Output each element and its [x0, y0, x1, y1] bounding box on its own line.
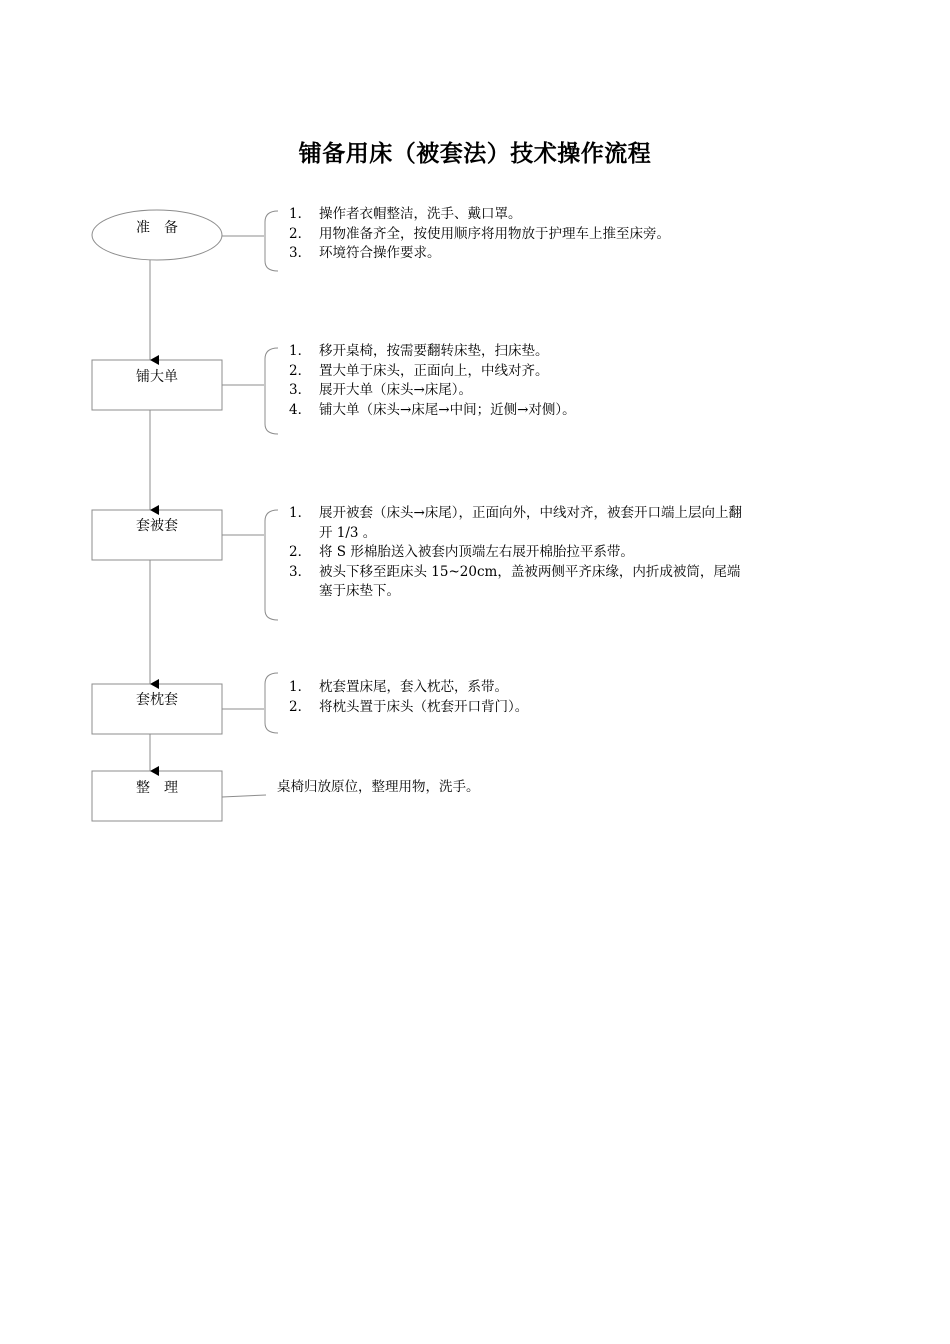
step-text: 枕套置床尾，套入枕芯，系带。: [319, 679, 508, 695]
step-item: [289, 401, 759, 421]
step-item: [289, 342, 759, 362]
step-text: 展开被套（床头→床尾），正面向外，中线对齐，被套开口端上层向上翻开 1/3 。: [319, 505, 743, 541]
tidy-description: 桌椅归放原位，整理用物，洗手。: [277, 779, 480, 795]
node-prepare-label: 准 备: [136, 220, 178, 236]
step-text: 被头下移至距床头 15~20cm，盖被两侧平齐床缘，内折成被筒，尾端塞于床垫下。: [319, 563, 741, 599]
step-item: [289, 205, 759, 225]
step-number: 3．: [289, 245, 312, 261]
step-number: 1．: [289, 343, 312, 359]
steps-prepare: [289, 205, 759, 264]
step-number: 2．: [289, 698, 312, 715]
step-text: 置大单于床头，正面向上，中线对齐。: [319, 362, 549, 379]
bracket-pillowcase: [265, 673, 278, 733]
step-text: 铺大单（床头→床尾→中间；近侧→对侧）。: [319, 401, 576, 418]
steps-bottom-sheet: [289, 342, 759, 420]
steps-pillowcase: [289, 678, 759, 717]
step-number: 3．: [289, 382, 312, 398]
step-number: 2．: [289, 225, 312, 242]
step-number: 1．: [289, 206, 312, 222]
step-text: 将枕头置于床头（枕套开口背门）。: [319, 698, 529, 715]
steps-quilt-cover: [289, 504, 749, 602]
step-item: [289, 543, 749, 563]
step-number: 4．: [289, 401, 312, 418]
step-text: 用物准备齐全，按使用顺序将用物放于护理车上推至床旁。: [319, 225, 670, 242]
step-item: [289, 225, 759, 245]
step-number: 2．: [289, 362, 312, 379]
step-number: 1．: [289, 679, 312, 695]
step-item: [289, 381, 759, 401]
bracket-bottom-sheet: [265, 348, 278, 434]
step-number: 2．: [289, 544, 312, 560]
step-number: 3．: [289, 563, 312, 580]
connector-tidy: [222, 795, 266, 797]
node-tidy-label: 整 理: [136, 780, 178, 796]
bracket-prepare: [265, 211, 278, 271]
node-bottom-sheet-label: 铺大单: [136, 369, 178, 385]
step-item: [289, 698, 759, 718]
step-item: [289, 563, 749, 602]
step-number: 1．: [289, 505, 312, 521]
step-text: 环境符合操作要求。: [319, 245, 441, 261]
step-item: [289, 678, 759, 698]
step-text: 将 S 形棉胎送入被套内顶端左右展开棉胎拉平系带。: [319, 544, 634, 560]
step-item: [289, 504, 749, 543]
step-item: [289, 244, 759, 264]
page-title: 铺备用床（被套法）技术操作流程: [298, 141, 652, 167]
step-text: 展开大单（床头→床尾）。: [319, 382, 473, 398]
step-text: 移开桌椅，按需要翻转床垫，扫床垫。: [319, 343, 549, 359]
bracket-quilt-cover: [265, 510, 278, 620]
node-quilt-cover-label: 套被套: [136, 518, 178, 534]
step-text: 操作者衣帽整洁，洗手、戴口罩。: [319, 206, 522, 222]
step-item: [289, 362, 759, 382]
node-pillowcase-label: 套枕套: [136, 692, 178, 708]
